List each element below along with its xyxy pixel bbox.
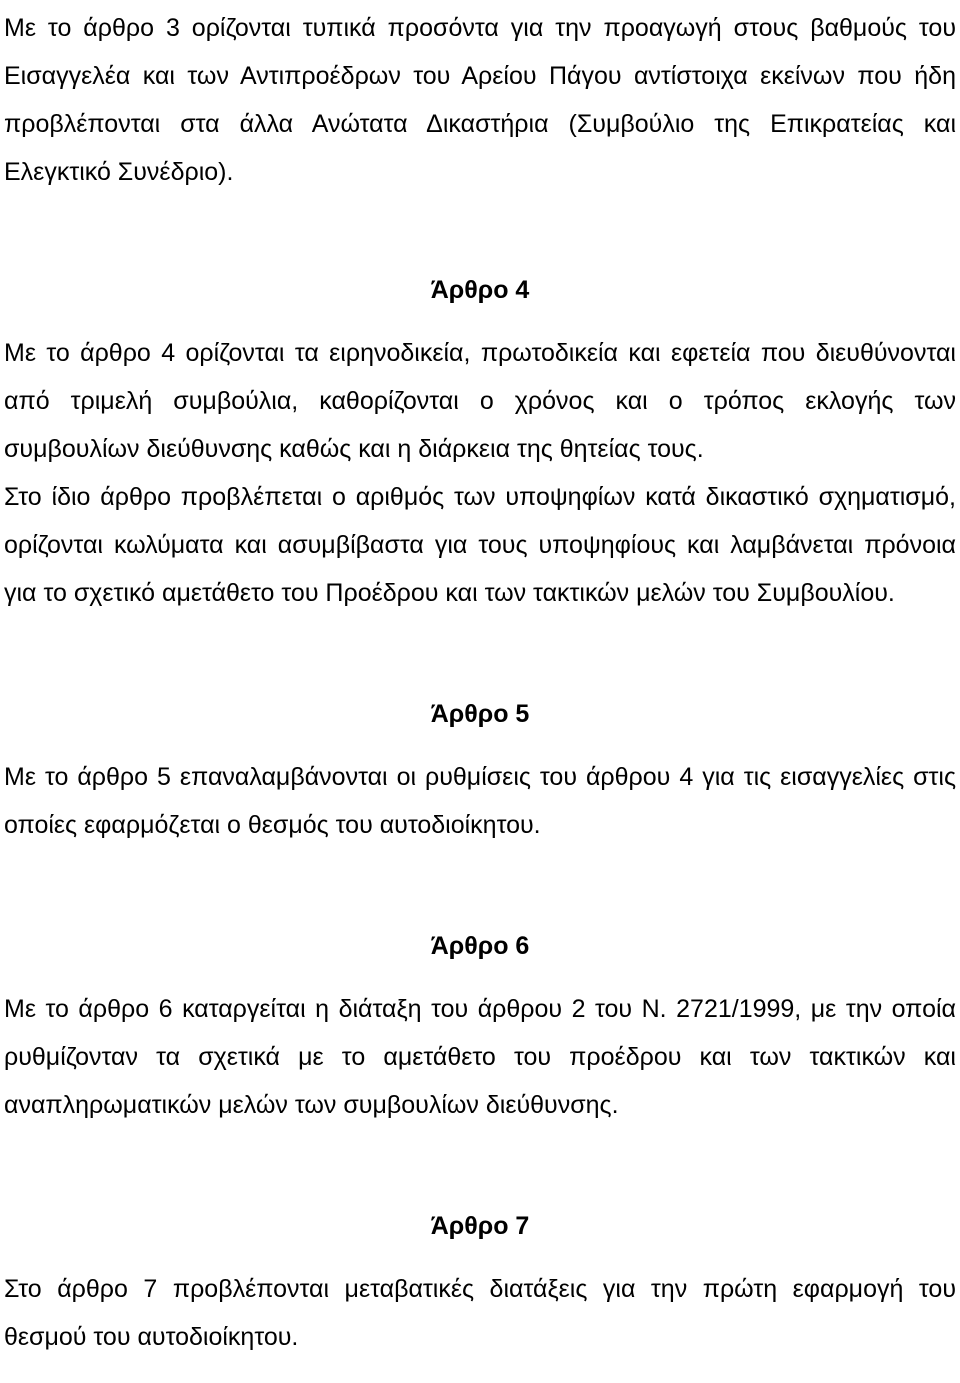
intro-paragraph: Με το άρθρο 3 ορίζονται τυπικά προσόντα για την προαγωγή στους βαθμούς του Εισαγγελέα και των Αντιπροέδρων του Αρείου Πάγου αντίστοιχα εκείνων που ήδη προβλέπονται στα άλλα Ανώτατα Δικαστήρια (Συμβούλιο της Επικρατείας και Ελεγκτικό Συνέδριο). <box>4 14 956 186</box>
article-5-paragraph-1: Με το άρθρο 5 επαναλαμβάνονται οι ρυθμίσεις του άρθρου 4 για τις εισαγγελίες στις οποίες εφαρμόζεται ο θεσμός του αυτοδιοίκητου. <box>4 763 956 839</box>
article-7-heading: Άρθρο 7 <box>430 1212 530 1240</box>
article-4-heading: Άρθρο 4 <box>430 276 530 304</box>
article-4-paragraph-1: Με το άρθρο 4 ορίζονται τα ειρηνοδικεία, πρωτοδικεία και εφετεία που διευθύνονται από τριμελή συμβούλια, καθορίζονται ο χρόνος και ο τρόπος εκλογής των συμβουλίων διεύθυνσης καθώς και η διάρκεια της θητείας τους. <box>4 339 956 463</box>
article-5-heading: Άρθρο 5 <box>430 700 530 728</box>
document-page <box>4 0 956 1361</box>
article-6-paragraph-1: Με το άρθρο 6 καταργείται η διάταξη του άρθρου 2 του Ν. 2721/1999, με την οποία ρυθμίζονταν τα σχετικά με το αμετάθετο του προέδρου και των τακτικών και αναπληρωματικών μελών των συμβουλίων διεύθυνσης. <box>4 995 956 1119</box>
article-4-paragraph-2: Στο ίδιο άρθρο προβλέπεται ο αριθμός των υποψηφίων κατά δικαστικό σχηματισμό, ορίζονται κωλύματα και ασυμβίβαστα για τους υποψηφίους και λαμβάνεται πρόνοια για το σχετικό αμετάθετο του Προέδρου και των τακτικών μελών του Συμβουλίου. <box>4 483 956 607</box>
article-7-paragraph-1: Στο άρθρο 7 προβλέπονται μεταβατικές διατάξεις για την πρώτη εφαρμογή του θεσμού του αυτοδιοίκητου. <box>4 1275 956 1351</box>
article-6-heading: Άρθρο 6 <box>430 932 530 960</box>
